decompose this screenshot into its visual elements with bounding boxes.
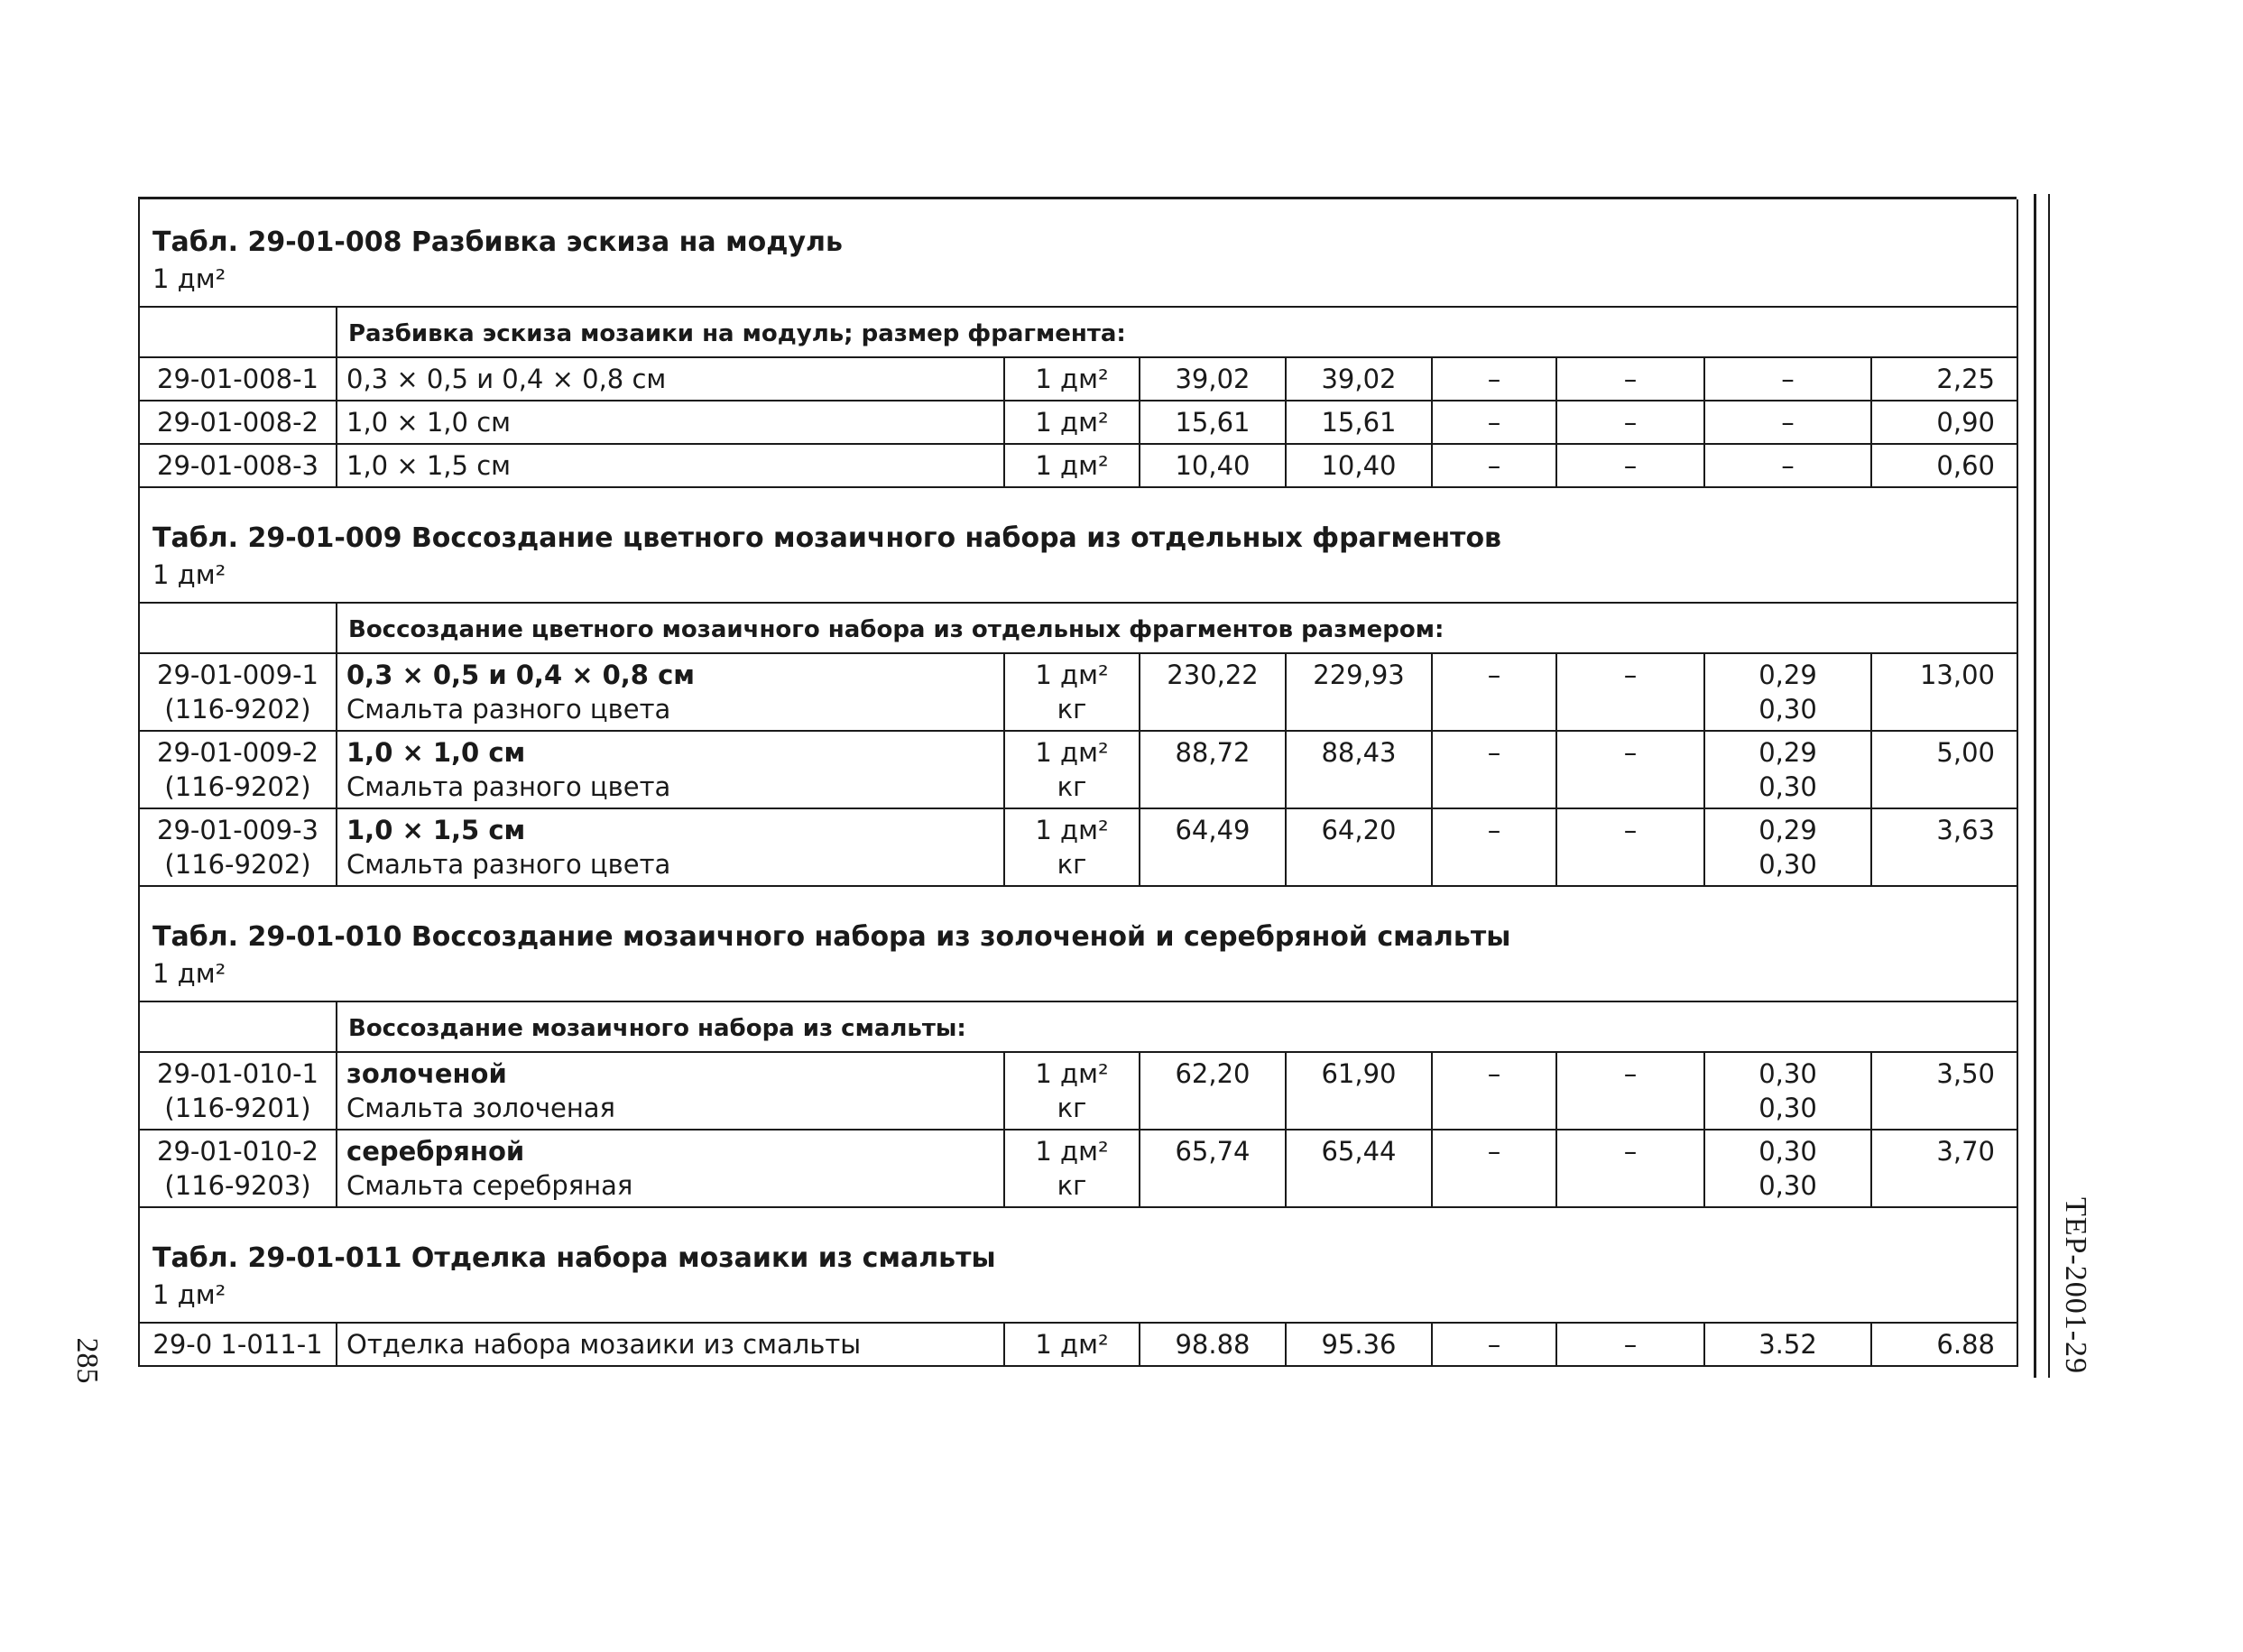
value-cell-v3: – xyxy=(1432,1130,1556,1207)
section-unit: 1 дм² xyxy=(152,263,226,294)
unit-cell xyxy=(1004,444,1140,487)
cell-line: 1 дм² xyxy=(1035,364,1109,394)
rate-code-cell xyxy=(139,653,337,731)
cell-line: Смальта разного цвета xyxy=(346,849,671,880)
section-heading-row xyxy=(139,1207,2017,1323)
cell-line: 3.52 xyxy=(1758,1329,1817,1360)
rates-table-body xyxy=(139,199,2017,1366)
cell-line: 0,29 xyxy=(1758,815,1817,845)
cell-line: 29-01-008-3 xyxy=(157,450,318,481)
table-row xyxy=(139,1052,2017,1130)
cell-line: кг xyxy=(1057,694,1087,724)
cell-line: 1,0 × 1,0 см xyxy=(346,407,512,438)
work-name-cell xyxy=(337,731,1004,808)
value-cell-v3: – xyxy=(1432,444,1556,487)
subheader-code-cell xyxy=(139,1001,337,1052)
rates-table xyxy=(138,199,2018,1367)
value-cell-v6: 2,25 xyxy=(1871,357,2017,401)
value-cell-v5 xyxy=(1704,653,1871,731)
value-cell-v2: 61,90 xyxy=(1286,1052,1432,1130)
cell-line: 29-01-009-3 xyxy=(157,815,318,845)
cell-line: 0,30 xyxy=(1758,1136,1817,1167)
table-row xyxy=(139,401,2017,444)
unit-cell xyxy=(1004,1052,1140,1130)
cell-line: 0,30 xyxy=(1758,694,1817,724)
table-row xyxy=(139,808,2017,886)
cell-line: Смальта разного цвета xyxy=(346,771,671,802)
subheader-text: Воссоздание мозаичного набора из смальты: xyxy=(337,1001,2017,1052)
cell-line: 0,30 xyxy=(1758,1093,1817,1123)
rates-table-container xyxy=(138,197,2017,1367)
subheader-row xyxy=(139,307,2017,357)
section-heading-row xyxy=(139,487,2017,603)
value-cell-v1: 10,40 xyxy=(1140,444,1286,487)
section-unit: 1 дм² xyxy=(152,1279,226,1310)
value-cell-v3: – xyxy=(1432,1323,1556,1366)
cell-line: кг xyxy=(1057,1093,1087,1123)
work-name-cell xyxy=(337,808,1004,886)
cell-line: – xyxy=(1781,364,1795,394)
cell-line: Смальта золоченая xyxy=(346,1093,616,1123)
cell-line: 1 дм² xyxy=(1035,1329,1109,1360)
value-cell-v6: 3,63 xyxy=(1871,808,2017,886)
subheader-text: Воссоздание цветного мозаичного набора из отдельных фрагментов размером: xyxy=(337,603,2017,653)
cell-line: 1 дм² xyxy=(1035,1136,1109,1167)
value-cell-v4: – xyxy=(1556,1052,1704,1130)
cell-line: 1,0 × 1,5 см xyxy=(346,450,512,481)
section-heading xyxy=(139,886,2017,1001)
value-cell-v1: 230,22 xyxy=(1140,653,1286,731)
value-cell-v4: – xyxy=(1556,808,1704,886)
rate-code-cell xyxy=(139,731,337,808)
section-heading-row xyxy=(139,199,2017,307)
cell-line: (116-9201) xyxy=(164,1093,311,1123)
section-heading xyxy=(139,199,2017,307)
right-outer-rule xyxy=(2048,194,2050,1378)
work-name-cell xyxy=(337,401,1004,444)
value-cell-v2: 88,43 xyxy=(1286,731,1432,808)
value-cell-v1: 65,74 xyxy=(1140,1130,1286,1207)
value-cell-v4: – xyxy=(1556,444,1704,487)
cell-line: Смальта разного цвета xyxy=(346,694,671,724)
cell-line: (116-9202) xyxy=(164,771,311,802)
cell-line: 1 дм² xyxy=(1035,737,1109,768)
rate-code-cell xyxy=(139,444,337,487)
value-cell-v2: 39,02 xyxy=(1286,357,1432,401)
cell-line: 1,0 × 1,0 см xyxy=(346,737,526,768)
section-unit: 1 дм² xyxy=(152,559,226,590)
cell-line: золоченой xyxy=(346,1058,507,1089)
running-head: ТЕР-2001-29 xyxy=(2059,1196,2092,1375)
cell-line: 29-01-010-2 xyxy=(157,1136,318,1167)
cell-line: 0,30 xyxy=(1758,1058,1817,1089)
cell-line: серебряной xyxy=(346,1136,525,1167)
unit-cell xyxy=(1004,357,1140,401)
unit-cell xyxy=(1004,808,1140,886)
value-cell-v1: 15,61 xyxy=(1140,401,1286,444)
value-cell-v6: 13,00 xyxy=(1871,653,2017,731)
value-cell-v2: 15,61 xyxy=(1286,401,1432,444)
cell-line: – xyxy=(1781,450,1795,481)
cell-line: 0,30 xyxy=(1758,1170,1817,1201)
cell-line: кг xyxy=(1057,1170,1087,1201)
section-title: Табл. 29-01-011 Отделка набора мозаики из смальты xyxy=(152,1242,996,1274)
work-name-cell xyxy=(337,444,1004,487)
subheader-code-cell xyxy=(139,307,337,357)
value-cell-v4: – xyxy=(1556,731,1704,808)
cell-line: 29-01-009-1 xyxy=(157,660,318,690)
cell-line: (116-9202) xyxy=(164,694,311,724)
rate-code-cell xyxy=(139,1130,337,1207)
section-title: Табл. 29-01-009 Воссоздание цветного мозаичного набора из отдельных фрагментов xyxy=(152,522,1502,554)
cell-line: Отделка набора мозаики из смальты xyxy=(346,1329,862,1360)
cell-line: 0,3 × 0,5 и 0,4 × 0,8 см xyxy=(346,364,667,394)
table-row xyxy=(139,731,2017,808)
value-cell-v2: 10,40 xyxy=(1286,444,1432,487)
work-name-cell xyxy=(337,1052,1004,1130)
value-cell-v5 xyxy=(1704,731,1871,808)
value-cell-v2: 65,44 xyxy=(1286,1130,1432,1207)
value-cell-v3: – xyxy=(1432,808,1556,886)
cell-line: кг xyxy=(1057,771,1087,802)
cell-line: 0,29 xyxy=(1758,737,1817,768)
cell-line: 1 дм² xyxy=(1035,815,1109,845)
table-row xyxy=(139,357,2017,401)
work-name-cell xyxy=(337,653,1004,731)
cell-line: (116-9203) xyxy=(164,1170,311,1201)
cell-line: 29-01-008-1 xyxy=(157,364,318,394)
value-cell-v3: – xyxy=(1432,653,1556,731)
value-cell-v3: – xyxy=(1432,401,1556,444)
value-cell-v5 xyxy=(1704,1130,1871,1207)
cell-line: 29-01-010-1 xyxy=(157,1058,318,1089)
subheader-row xyxy=(139,1001,2017,1052)
value-cell-v6: 3,50 xyxy=(1871,1052,2017,1130)
value-cell-v1: 39,02 xyxy=(1140,357,1286,401)
subheader-text: Разбивка эскиза мозаики на модуль; размер фрагмента: xyxy=(337,307,2017,357)
value-cell-v4: – xyxy=(1556,653,1704,731)
section-unit: 1 дм² xyxy=(152,958,226,989)
value-cell-v5 xyxy=(1704,1323,1871,1366)
section-title: Табл. 29-01-008 Разбивка эскиза на модуль xyxy=(152,226,843,258)
unit-cell xyxy=(1004,1323,1140,1366)
cell-line: 1 дм² xyxy=(1035,660,1109,690)
section-heading xyxy=(139,487,2017,603)
value-cell-v6: 6.88 xyxy=(1871,1323,2017,1366)
cell-line: Смальта серебряная xyxy=(346,1170,633,1201)
unit-cell xyxy=(1004,401,1140,444)
value-cell-v2: 95.36 xyxy=(1286,1323,1432,1366)
value-cell-v1: 62,20 xyxy=(1140,1052,1286,1130)
value-cell-v5 xyxy=(1704,357,1871,401)
value-cell-v2: 64,20 xyxy=(1286,808,1432,886)
cell-line: 1 дм² xyxy=(1035,1058,1109,1089)
cell-line: 1 дм² xyxy=(1035,450,1109,481)
value-cell-v5 xyxy=(1704,808,1871,886)
cell-line: 0,29 xyxy=(1758,660,1817,690)
value-cell-v3: – xyxy=(1432,1052,1556,1130)
cell-line: 0,3 × 0,5 и 0,4 × 0,8 см xyxy=(346,660,695,690)
page-number: 285 xyxy=(70,1337,104,1384)
subheader-row xyxy=(139,603,2017,653)
right-margin-rule xyxy=(2034,194,2036,1378)
value-cell-v4: – xyxy=(1556,1130,1704,1207)
value-cell-v1: 88,72 xyxy=(1140,731,1286,808)
section-title: Табл. 29-01-010 Воссоздание мозаичного набора из золоченой и серебряной смальты xyxy=(152,921,1511,953)
value-cell-v2: 229,93 xyxy=(1286,653,1432,731)
table-row xyxy=(139,444,2017,487)
work-name-cell xyxy=(337,1130,1004,1207)
cell-line: 29-01-008-2 xyxy=(157,407,318,438)
cell-line: 1 дм² xyxy=(1035,407,1109,438)
rate-code-cell xyxy=(139,1323,337,1366)
section-heading-row xyxy=(139,886,2017,1001)
unit-cell xyxy=(1004,1130,1140,1207)
unit-cell xyxy=(1004,731,1140,808)
work-name-cell xyxy=(337,357,1004,401)
value-cell-v6: 5,00 xyxy=(1871,731,2017,808)
rate-code-cell xyxy=(139,1052,337,1130)
work-name-cell xyxy=(337,1323,1004,1366)
rate-code-cell xyxy=(139,808,337,886)
cell-line: 29-0 1-011-1 xyxy=(152,1329,323,1360)
table-row xyxy=(139,1130,2017,1207)
unit-cell xyxy=(1004,653,1140,731)
section-heading xyxy=(139,1207,2017,1323)
cell-line: 0,30 xyxy=(1758,849,1817,880)
value-cell-v6: 0,60 xyxy=(1871,444,2017,487)
cell-line: – xyxy=(1781,407,1795,438)
rate-code-cell xyxy=(139,357,337,401)
value-cell-v5 xyxy=(1704,444,1871,487)
value-cell-v1: 98.88 xyxy=(1140,1323,1286,1366)
table-row xyxy=(139,653,2017,731)
value-cell-v3: – xyxy=(1432,357,1556,401)
cell-line: 0,30 xyxy=(1758,771,1817,802)
cell-line: кг xyxy=(1057,849,1087,880)
value-cell-v4: – xyxy=(1556,401,1704,444)
subheader-code-cell xyxy=(139,603,337,653)
rate-code-cell xyxy=(139,401,337,444)
cell-line: 29-01-009-2 xyxy=(157,737,318,768)
table-row xyxy=(139,1323,2017,1366)
value-cell-v4: – xyxy=(1556,1323,1704,1366)
value-cell-v5 xyxy=(1704,401,1871,444)
value-cell-v5 xyxy=(1704,1052,1871,1130)
value-cell-v6: 0,90 xyxy=(1871,401,2017,444)
cell-line: 1,0 × 1,5 см xyxy=(346,815,526,845)
value-cell-v3: – xyxy=(1432,731,1556,808)
value-cell-v1: 64,49 xyxy=(1140,808,1286,886)
value-cell-v6: 3,70 xyxy=(1871,1130,2017,1207)
value-cell-v4: – xyxy=(1556,357,1704,401)
cell-line: (116-9202) xyxy=(164,849,311,880)
